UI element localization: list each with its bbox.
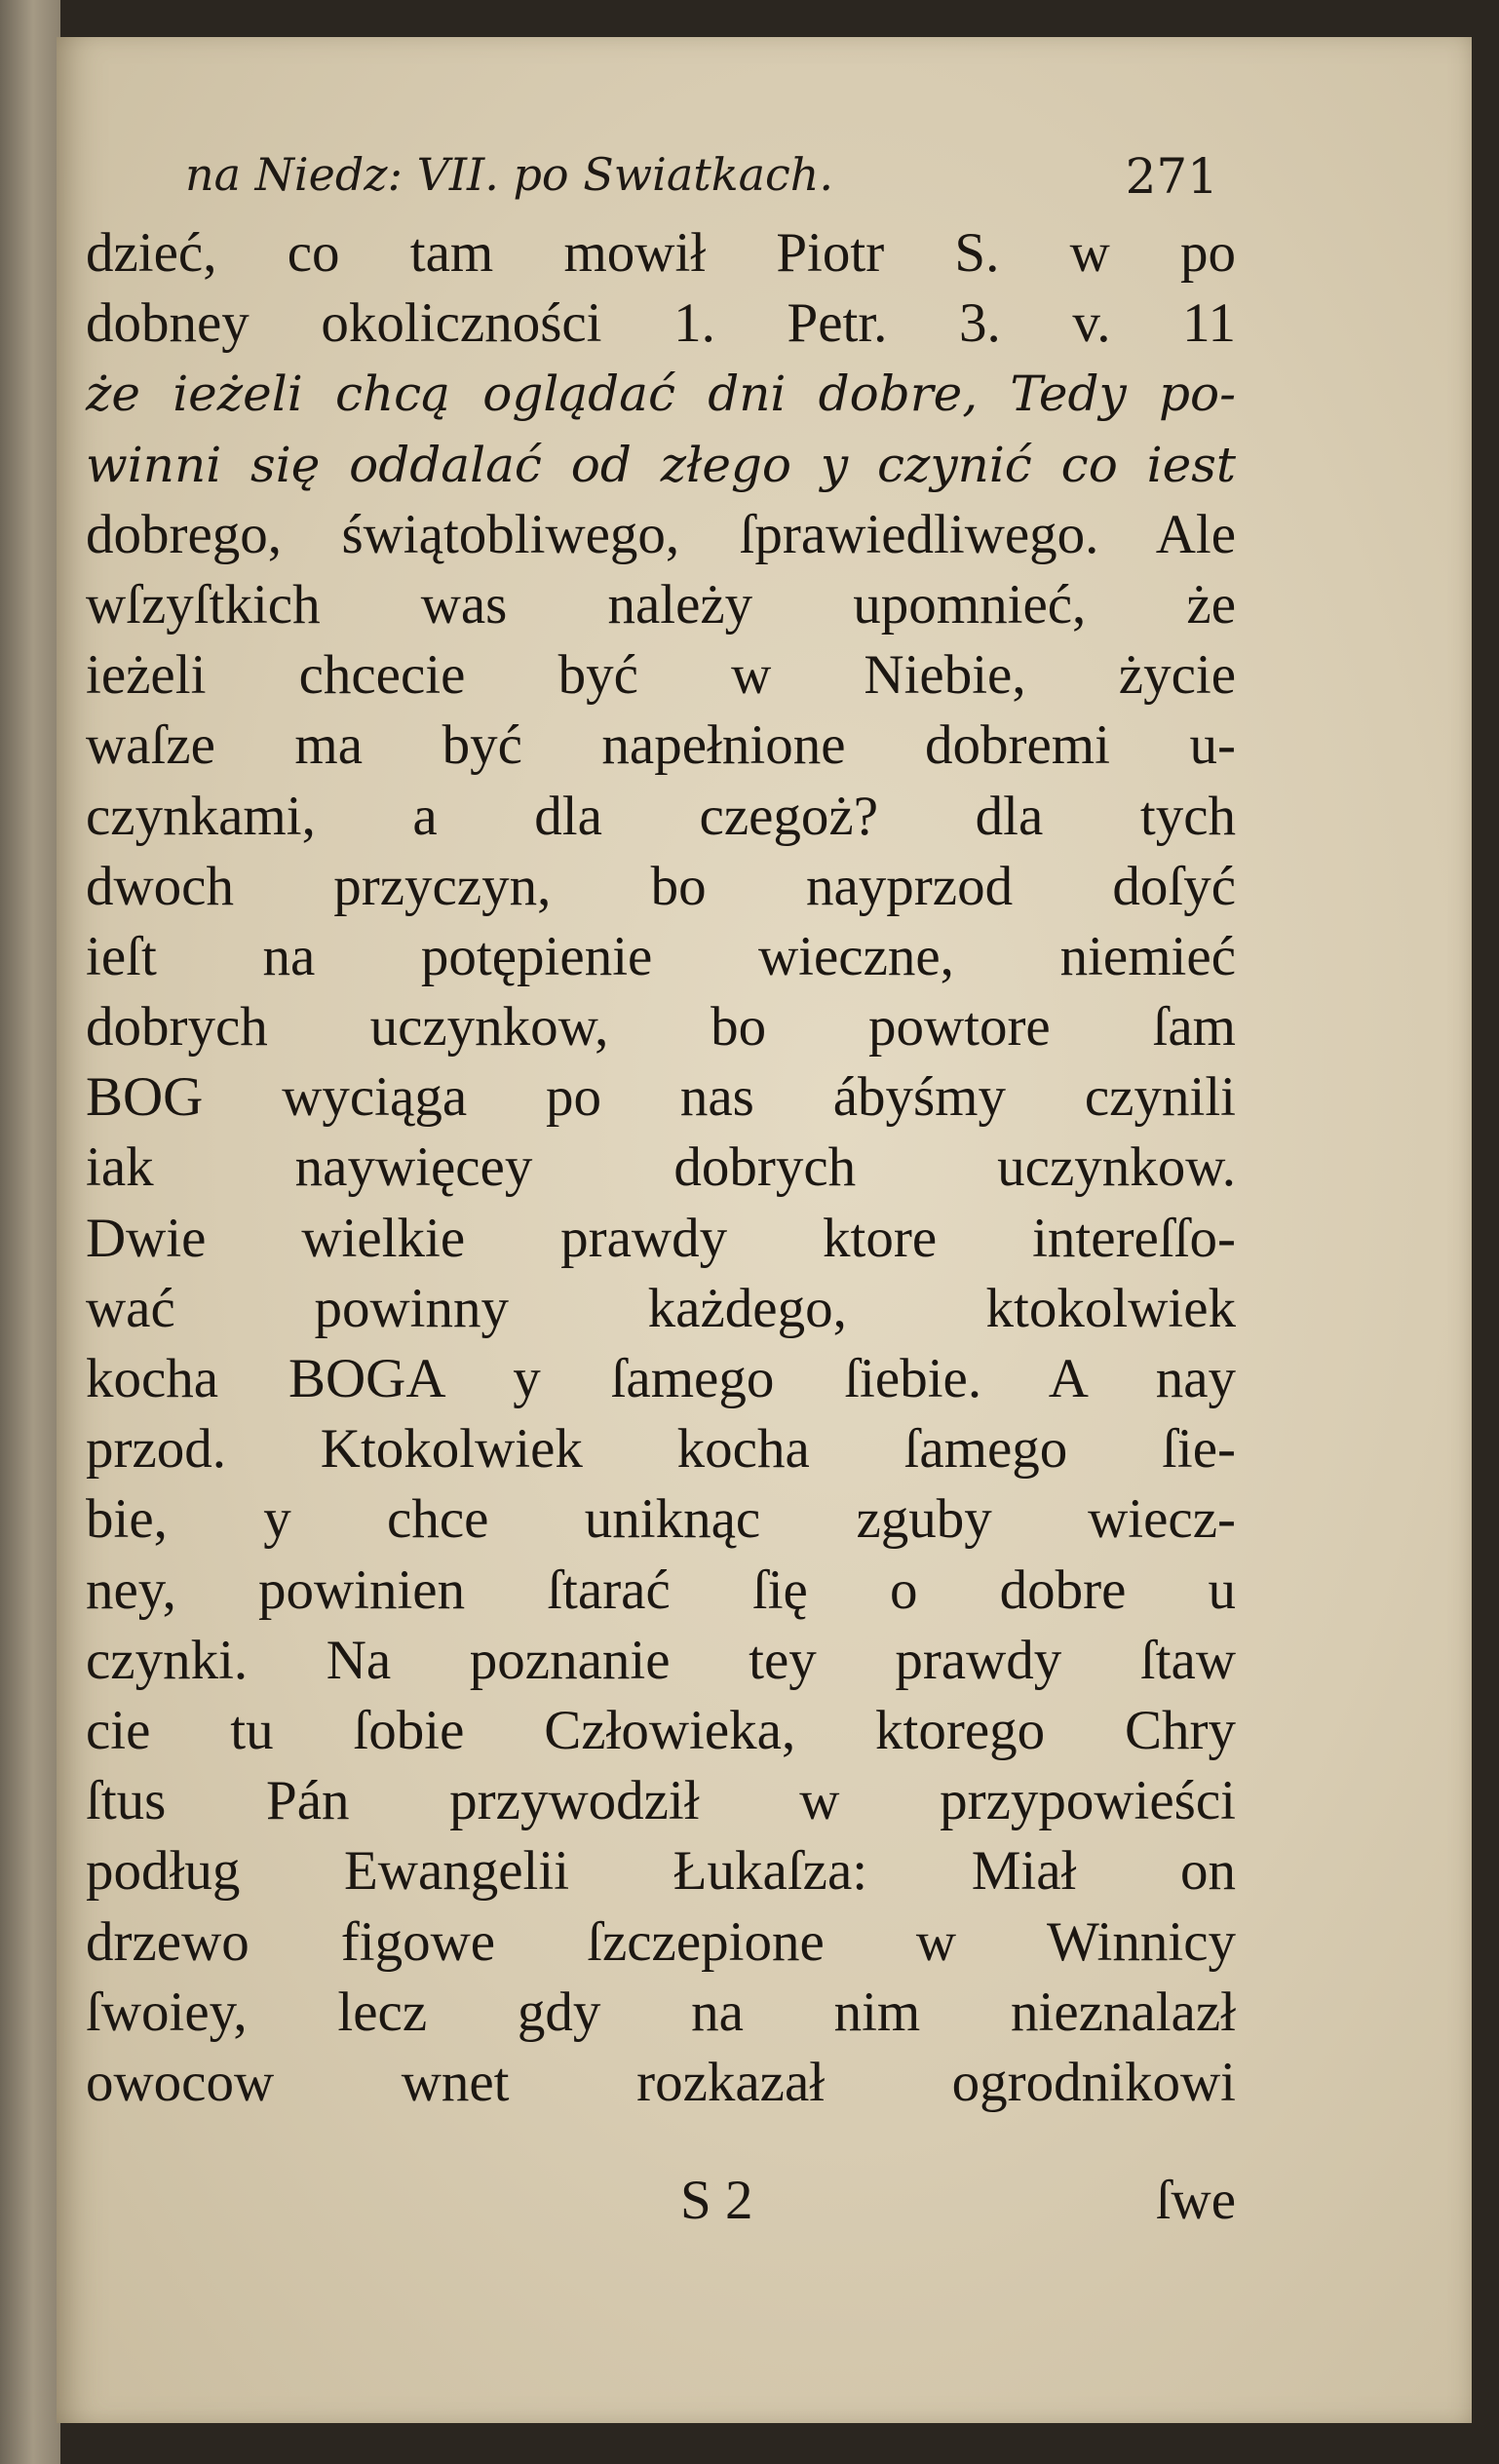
text-line: winni się oddalać od złego y czynić co iest	[86, 436, 1236, 493]
text-line: cie tu ſobie Człowieka, ktorego Chry	[86, 1699, 1236, 1761]
text-line: czynkami, a dla czegoż? dla tych	[86, 785, 1236, 847]
catchword: ſwe	[1155, 2170, 1236, 2231]
text-line: podług Ewangelii Łukaſza: Miał on	[86, 1840, 1236, 1903]
text-line: ney, powinien ſtarać ſię o dobre u	[86, 1559, 1236, 1621]
text-line: kocha BOGA y ſamego ſiebie. A nay	[86, 1348, 1236, 1409]
text-line: przod. Ktokolwiek kocha ſamego ſie-	[86, 1418, 1236, 1481]
text-line: dobrego, świątobliwego, ſprawiedliwego. Ale	[86, 503, 1236, 565]
text-line: BOG wyciąga po nas ábyśmy czynili	[86, 1066, 1236, 1129]
text-line: wſzyſtkich was należy upomnieć, że	[86, 573, 1236, 635]
text-line: czynki. Na poznanie tey prawdy ſtaw	[86, 1629, 1236, 1691]
text-line: owocow wnet rozkazał ogrodnikowi	[86, 2051, 1236, 2113]
running-title: na Niedz: VII. po Swiatkach.	[185, 148, 834, 201]
text-line: iak naywięcey dobrych uczynkow.	[86, 1136, 1236, 1199]
text-line: ieżeli chcecie być w Niebie, życie	[86, 644, 1236, 707]
text-line: wać powinny każdego, ktokolwiek	[86, 1277, 1236, 1339]
page-number: 271	[1125, 148, 1218, 205]
text-line: że ieżeli chcą oglądać dni dobre, Tedy po-	[86, 366, 1236, 423]
running-header	[185, 148, 1218, 216]
text-line: ſtus Pán przywodził w przypowieści	[86, 1770, 1236, 1832]
text-line: Dwie wielkie prawdy ktore intereſſo-	[86, 1207, 1236, 1269]
text-line: dzieć, co tam mowił Piotr S. w po	[86, 222, 1236, 284]
text-line: dwoch przyczyn, bo nayprzod doſyć	[86, 855, 1236, 917]
page-footer	[86, 2169, 1236, 2247]
previous-page-edge	[0, 0, 60, 2464]
signature-mark: S 2	[680, 2170, 753, 2231]
body-text	[86, 218, 1236, 2118]
text-line: dobney okoliczności 1. Petr. 3. v. 11	[86, 292, 1236, 355]
text-line: waſze ma być napełnione dobremi u-	[86, 714, 1236, 777]
text-line: bie, y chce uniknąc zguby wiecz-	[86, 1488, 1236, 1551]
text-line: dobrych uczynkow, bo powtore ſam	[86, 996, 1236, 1059]
text-line: ſwoiey, lecz gdy na nim nieznalazł	[86, 1981, 1236, 2043]
text-line: ieſt na potępienie wieczne, niemieć	[86, 925, 1236, 987]
text-line: drzewo figowe ſzczepione w Winnicy	[86, 1910, 1236, 1973]
